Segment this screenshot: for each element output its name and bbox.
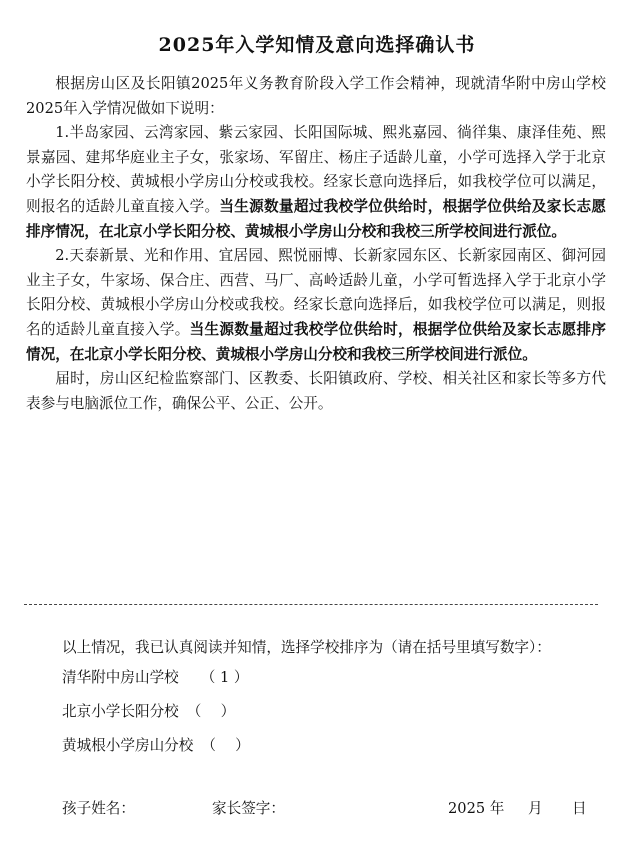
intro-paragraph: 根据房山区及长阳镇2025年义务教育阶段入学工作会精神，现就清华附中房山学校2025年入学情况做如下说明： [26,75,606,117]
choice-rank-field[interactable]: （ ） [201,737,250,754]
choice-rank-field[interactable]: （ ） [186,703,236,720]
item-2-bold-text: 当生源数量超过我校学位供给时，根据学位供给及家长志愿排序情况，在北京小学长阳分校、黄城根小学房山分校和我校三所学校间进行派位。 [26,320,606,363]
date-year: 2025 年 [448,800,505,817]
date-day: 日 [572,800,587,817]
choice-row-3 [62,734,250,755]
dashed-divider [24,604,598,605]
choice-row-2 [62,700,235,721]
date-month: 月 [528,800,543,817]
item-2-paragraph [26,244,606,367]
choice-school-label: 清华附中房山学校 [62,669,179,686]
closing-paragraph: 届时，房山区纪检监察部门、区教委、长阳镇政府、学校、相关社区和家长等多方代表参与电脑派位工作，确保公平、公正、公开。 [26,370,606,412]
item-2-text: 2.天泰新景、光和作用、宜居园、熙悦丽博、长新家园东区、长新家园南区、御河园业主子女，牛家场、保合庄、西营、马厂、高岭适龄儿童，小学可暂选择入学于北京小学长阳分校、黄城根小学房山分校或我校。经家长意向选择后，如我校学位可以满足，则报名的适龄儿童直接入学。 [26,247,606,338]
choice-rank-field[interactable]: （ 1 ） [200,669,249,686]
item-1-text: 1.半岛家园、云湾家园、紫云家园、长阳国际城、熙兆嘉园、徜徉集、康泽佳苑、熙景嘉园、建邦华庭业主子女，张家场、军留庄、杨庄子适龄儿童，小学可选择入学于北京小学长阳分校、黄城根小学房山分校或我校。经家长意向选择后，如我校学位可以满足，则报名的适龄儿童直接入学。 [26,124,606,215]
choice-school-label: 黄城根小学房山分校 [62,737,194,754]
item-1-bold-text: 当生源数量超过我校学位供给时，根据学位供给及家长志愿排序情况，在北京小学长阳分校、黄城根小学房山分校和我校三所学校间进行派位。 [26,197,606,240]
document-body [26,72,606,416]
parent-signature-label: 家长签字： [212,800,285,817]
item-1-paragraph [26,121,606,244]
confirm-statement: 以上情况，我已认真阅读并知情，选择学校排序为（请在括号里填写数字）： [62,639,551,656]
child-name-label: 孩子姓名： [62,800,135,817]
choice-row-1 [62,666,249,687]
document-title: 2025年入学知情及意向选择确认书 [158,34,476,56]
choice-school-label: 北京小学长阳分校 [62,703,179,720]
